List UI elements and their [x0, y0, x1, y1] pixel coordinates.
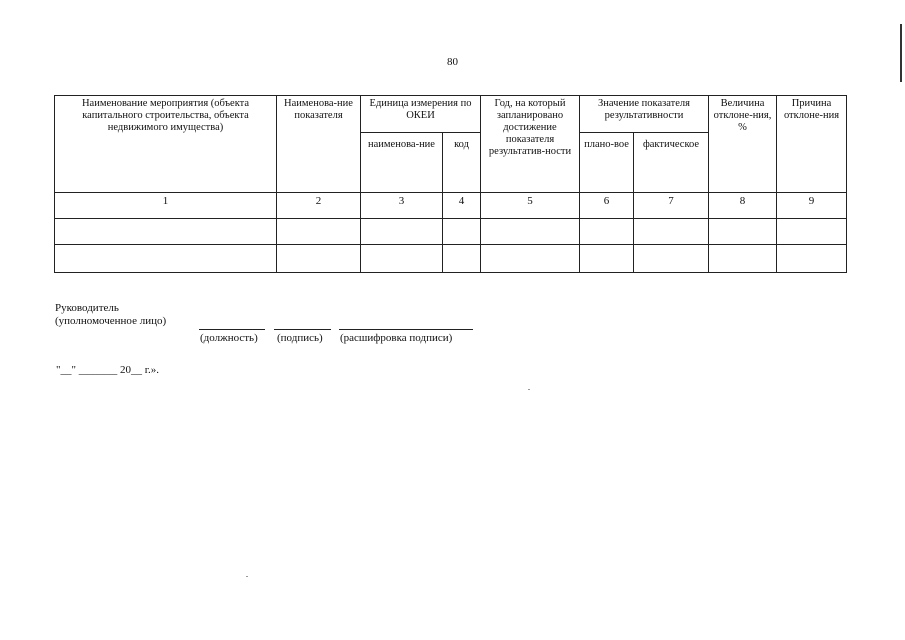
signature-title: Руководитель	[55, 302, 119, 314]
table-cell	[709, 245, 777, 273]
header-deviation-reason: Причина отклоне-ния	[777, 96, 847, 193]
scan-edge-mark	[900, 24, 902, 82]
table-cell	[481, 219, 580, 245]
table-row	[55, 219, 847, 245]
header-deviation-value: Величина отклоне-ния, %	[709, 96, 777, 193]
page-number: 80	[447, 56, 458, 68]
header-unit-name: наименова-ние	[361, 133, 443, 193]
table-cell	[361, 219, 443, 245]
column-number: 4	[443, 193, 481, 219]
column-number: 2	[277, 193, 361, 219]
signature-line	[274, 329, 331, 330]
table-cell	[277, 245, 361, 273]
column-number: 9	[777, 193, 847, 219]
report-table	[54, 95, 847, 273]
column-number: 3	[361, 193, 443, 219]
table-row	[55, 245, 847, 273]
table-cell	[580, 219, 634, 245]
table-cell	[709, 219, 777, 245]
signature-title-note: (уполномоченное лицо)	[55, 315, 167, 327]
header-planned-year: Год, на который запланировано достижение показателя результатив-ности	[481, 96, 580, 193]
decoding-line	[339, 329, 473, 330]
header-indicator-name: Наименова-ние показателя	[277, 96, 361, 193]
position-line	[199, 329, 265, 330]
table-cell	[777, 245, 847, 273]
table-cell	[777, 219, 847, 245]
table-cell	[55, 219, 277, 245]
table-cell	[361, 245, 443, 273]
caption-signature: (подпись)	[277, 332, 323, 344]
scan-speck	[528, 389, 530, 390]
header-value-actual: фактическое	[634, 133, 709, 193]
column-number: 7	[634, 193, 709, 219]
table-cell	[634, 219, 709, 245]
scan-speck	[246, 576, 248, 577]
column-number: 1	[55, 193, 277, 219]
table-cell	[634, 245, 709, 273]
signature-block	[55, 302, 166, 328]
table-cell	[55, 245, 277, 273]
table-cell	[443, 245, 481, 273]
header-unit-code: код	[443, 133, 481, 193]
header-value-planned: плано-вое	[580, 133, 634, 193]
header-unit: Единица измерения по ОКЕИ	[361, 96, 481, 133]
header-value: Значение показателя результативности	[580, 96, 709, 133]
header-event-name: Наименование мероприятия (объекта капитального строительства, объекта недвижимого имущества)	[55, 96, 277, 193]
table-cell	[481, 245, 580, 273]
column-number: 8	[709, 193, 777, 219]
date-line: "__" _______ 20__ г.».	[56, 364, 160, 376]
table-cell	[443, 219, 481, 245]
column-number: 6	[580, 193, 634, 219]
table-cell	[277, 219, 361, 245]
caption-position: (должность)	[200, 332, 258, 344]
table-cell	[580, 245, 634, 273]
column-number-row	[55, 193, 847, 219]
column-number: 5	[481, 193, 580, 219]
caption-decoding: (расшифровка подписи)	[340, 332, 453, 344]
